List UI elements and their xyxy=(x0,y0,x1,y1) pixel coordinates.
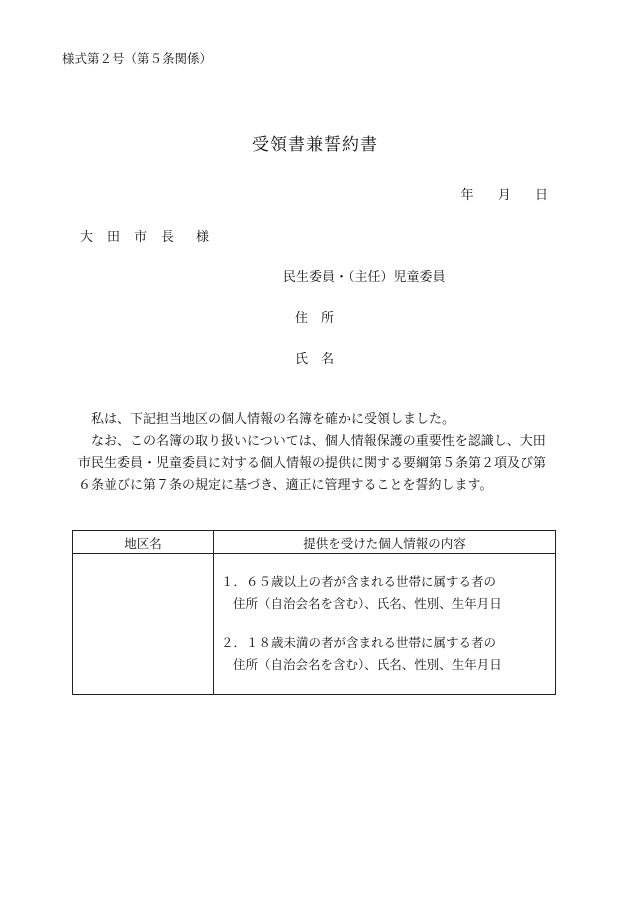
submitter-role: 民生委員・（主任）児童委員 xyxy=(283,270,446,285)
name-label-2: 名 xyxy=(321,352,335,367)
address-field xyxy=(295,307,334,326)
date-year-label: 年 xyxy=(460,188,474,203)
addressee-honorific: 様 xyxy=(196,230,210,245)
info-table xyxy=(72,530,556,695)
content-item-2-line-2: 住所（自治会名を含む）、氏名、性別、生年月日 xyxy=(233,657,502,672)
content-item-2 xyxy=(221,632,502,676)
address-label-1: 住 xyxy=(295,311,309,326)
document-title: 受領書兼誓約書 xyxy=(252,135,378,155)
date-day-label: 日 xyxy=(534,188,548,203)
content-item-1 xyxy=(221,571,502,615)
content-item-1-line-1: １．６５歳以上の者が含まれる世帯に属する者の xyxy=(221,574,497,589)
address-label-2: 所 xyxy=(321,311,335,326)
date-line xyxy=(461,184,548,203)
header-content: 提供を受けた個人情報の内容 xyxy=(303,536,466,551)
statement-line-2: なお、この名簿の取り扱いについては、個人情報保護の重要性を認識し、大田市民生委員・児童委員に対する個人情報の提供に関する要綱第５条第２項及び第６条並びに第７条の規定に基づき、適正に管理することを誓約します。 xyxy=(78,434,547,493)
statement-line-1: 私は、下記担当地区の個人情報の名簿を確かに受領しました。 xyxy=(91,412,456,427)
content-item-1-line-2: 住所（自治会名を含む）、氏名、性別、生年月日 xyxy=(233,596,502,611)
header-district: 地区名 xyxy=(124,536,162,551)
addressee xyxy=(80,226,209,245)
table-column-divider xyxy=(213,531,214,694)
statement xyxy=(78,409,558,497)
addressee-name: 大田市長 xyxy=(80,230,189,245)
form-number: 様式第２号（第５条関係） xyxy=(62,51,213,66)
date-month-label: 月 xyxy=(497,188,511,203)
content-item-2-line-1: ２．１８歳未満の者が含まれる世帯に属する者の xyxy=(221,635,497,650)
name-label-1: 氏 xyxy=(295,352,309,367)
name-field xyxy=(295,348,334,367)
